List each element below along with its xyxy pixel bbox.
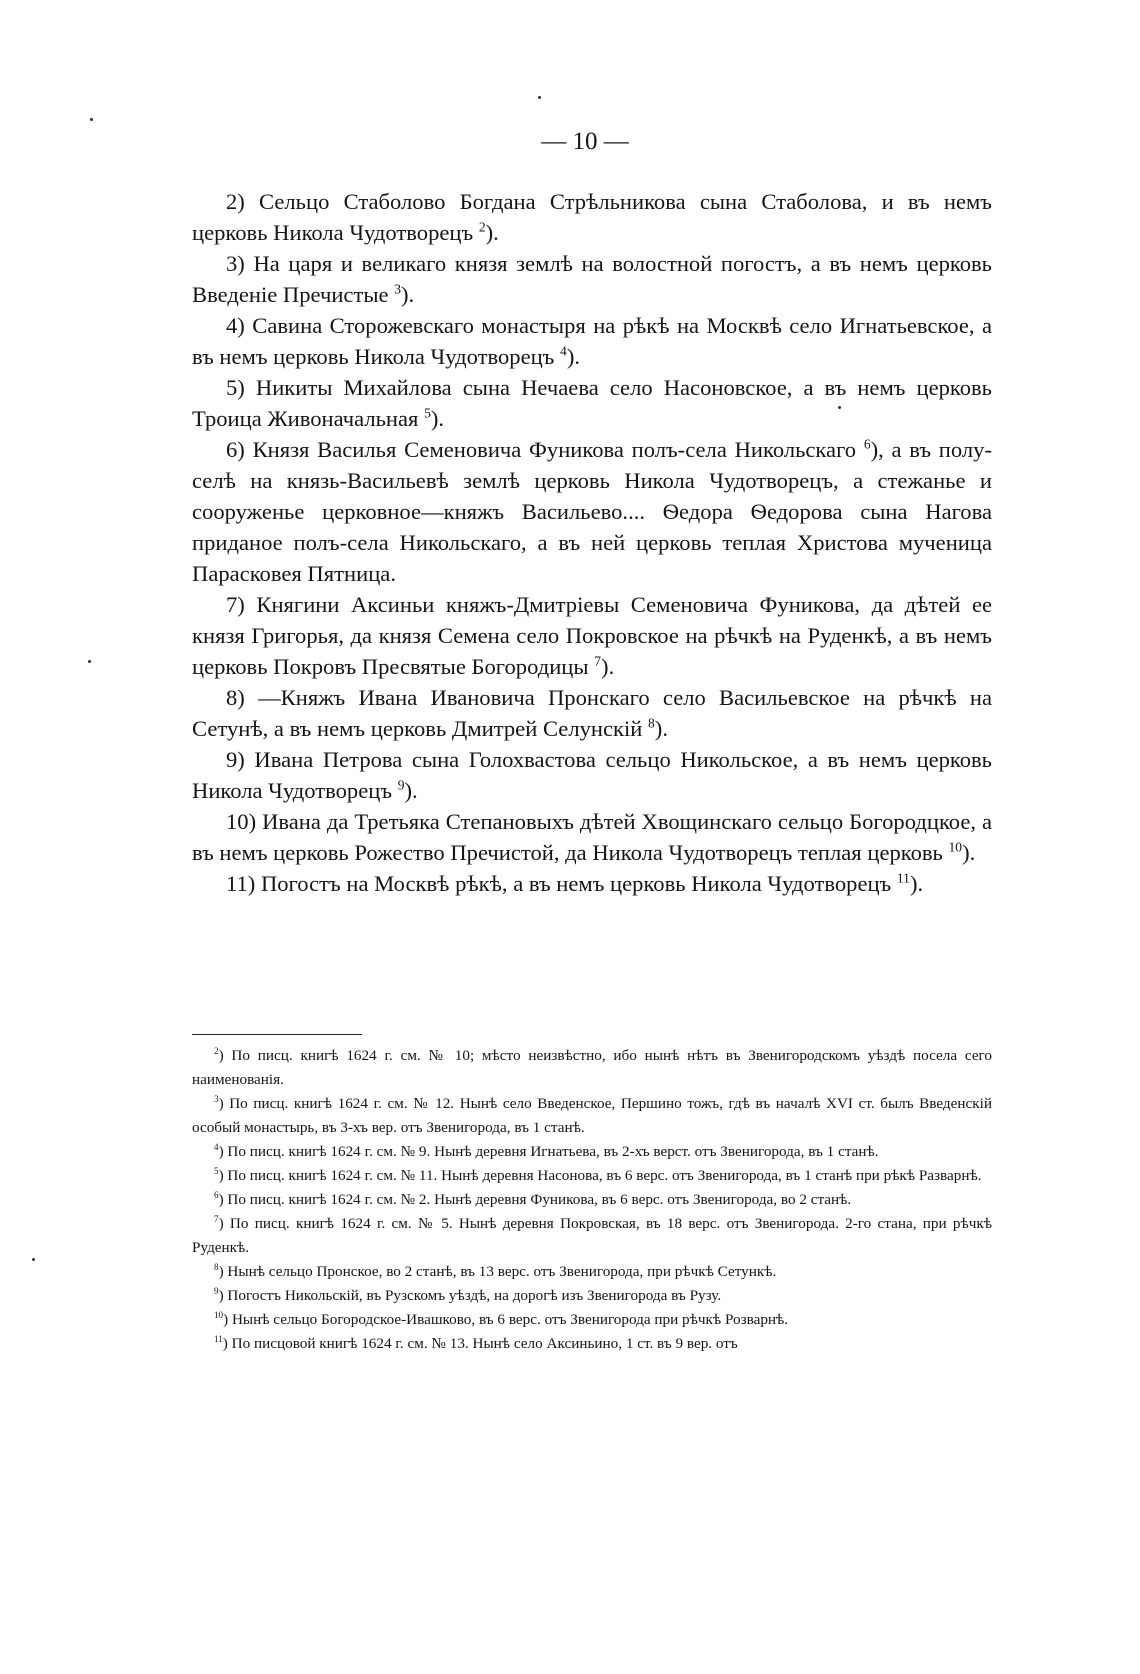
footnote: $^5$) По писц. книгѣ 1624 г. см. № 11. Нынѣ деревня Насонова, въ 6 верс. отъ Звенигорода, въ 1 станѣ при рѣкѣ Разварнѣ.	[214, 1165, 982, 1184]
entry-number: 10)	[226, 809, 257, 834]
footnotes	[192, 1044, 992, 1356]
entry-number: 5)	[226, 375, 245, 400]
footnote-text: Погостъ Никольскій, въ Рузскомъ уѣздѣ, на дорогѣ изъ Звенигорода въ Рузу.	[227, 1287, 722, 1304]
footnote-text: Нынѣ сельцо Пронское, во 2 станѣ, въ 13 верс. отъ Звенигорода, при рѣчкѣ Сетункѣ.	[227, 1263, 777, 1280]
footnote: $^3$) По писц. книгѣ 1624 г. см. № 12. Нынѣ село Введенское, Першино тожъ, гдѣ въ началѣ XVI ст. былъ Введенскій особый монастырь, въ 3-хъ вер. отъ Звенигорода, въ 1 станѣ.	[192, 1093, 992, 1136]
entry-number: 3)	[226, 251, 245, 276]
entry-end: .	[608, 654, 615, 679]
entry-paragraph: 2) Сельцо Стаболово Богдана Стрѣльникова сына Стаболова, и въ немъ церковь Никола Чудотворецъ $^2$).	[192, 189, 992, 245]
scan-speck	[88, 660, 91, 663]
footnote: $^9$) Погостъ Никольскій, въ Рузскомъ уѣздѣ, на дорогѣ изъ Звенигорода въ Рузу.	[214, 1285, 722, 1304]
footnote-number: 11	[214, 1333, 223, 1344]
entry-text: Никиты Михайлова сына Нечаева село Насоновское, а въ немъ церковь Троица Живоначальная	[192, 375, 992, 431]
entry-text: Ивана да Третьяка Степановыхъ дѣтей Хвощинскаго сельцо Богородцкое, а въ немъ церковь Рожество Пречистой, да Никола Чудотворецъ теплая церковь	[192, 809, 992, 865]
footnote-ref: 9	[397, 777, 405, 793]
footnote: $^6$) По писц. книгѣ 1624 г. см. № 2. Нынѣ деревня Фуникова, въ 6 верс. отъ Звенигорода, во 2 станѣ.	[214, 1189, 852, 1208]
entry-text: Савина Сторожевскаго монастыря на рѣкѣ на Москвѣ село Игнатьевское, а въ немъ церковь Никола Чудотворецъ	[192, 313, 992, 369]
entry-paragraph: 6) Князя Василья Семеновича Фуникова полъ-села Никольскаго $^6$), а въ полу-селѣ на князь-Васильевѣ землѣ церковь Никола Чудотворецъ, а стежанье и сооруженье церковное—княжъ Васильево.... Ѳедора Ѳедорова сына Нагова приданое полъ-села Никольскаго, а въ ней церковь теплая Христова мученица Парасковея Пятница.	[192, 436, 992, 586]
page-number: — 10 —	[541, 128, 629, 155]
footnote-ref: 8	[648, 715, 655, 731]
entry-text: Погостъ на Москвѣ рѣкѣ, а въ немъ церковь Никола Чудотворецъ	[260, 871, 892, 896]
entry-paragraph: 4) Савина Сторожевскаго монастыря на рѣкѣ на Москвѣ село Игнатьевское, а въ немъ церковь Никола Чудотворецъ $^4$).	[192, 313, 992, 369]
footnote-ref: 4	[560, 343, 567, 359]
footnote-text: По писцовой книгѣ 1624 г. см. № 13. Нынѣ село Аксиньино, 1 ст. въ 9 вер. отъ	[231, 1335, 738, 1352]
footnote-text: По писц. книгѣ 1624 г. см. № 12. Нынѣ село Введенское, Першино тожъ, гдѣ въ началѣ XVI ст. былъ Введенскій особый монастырь, въ 3-хъ вер. отъ Звенигорода, въ 1 станѣ.	[192, 1095, 992, 1136]
entry-text: —Княжъ Ивана Ивановича Пронскаго село Васильевское на рѣчкѣ на Сетунѣ, а въ немъ церковь Дмитрей Селунскій	[192, 685, 992, 741]
entry-paragraph: 5) Никиты Михайлова сына Нечаева село Насоновское, а въ немъ церковь Троица Живоначальная $^5$).	[192, 375, 992, 431]
entry-end: .	[662, 716, 668, 741]
entry-end: .	[412, 778, 418, 803]
entry-paragraph: 10) Ивана да Третьяка Степановыхъ дѣтей Хвощинскаго сельцо Богородцкое, а въ немъ церковь Рожество Пречистой, да Никола Чудотворецъ теплая церковь $^{10}$).	[192, 809, 992, 865]
entry-end: .	[493, 220, 499, 245]
entry-number: 11)	[226, 871, 256, 896]
footnote-number: 8	[214, 1261, 219, 1272]
entry-paragraph: 3) На царя и великаго князя землѣ на волостной погостъ, а въ немъ церковь Введеніе Пречистые $^3$).	[192, 251, 992, 307]
footnote-number: 6	[214, 1189, 219, 1200]
footnote-ref: 3	[394, 281, 401, 297]
entry-paragraph: 7) Княгини Аксиньи княжъ-Дмитріевы Семеновича Фуникова, да дѣтей ее князя Григорья, да князя Семена село Покровское на рѣчкѣ на Руденкѣ, а въ немъ церковь Покровъ Пресвятые Богородицы $^7$).	[192, 592, 992, 679]
entry-end: .	[969, 840, 976, 865]
footnote-text: Нынѣ сельцо Богородское-Ивашково, въ 6 верс. отъ Звенигорода при рѣчкѣ Розварнѣ.	[231, 1311, 789, 1328]
entry-text: Князя Василья Семеновича Фуникова полъ-села Никольскаго	[252, 437, 857, 462]
footnote-text: По писц. книгѣ 1624 г. см. № 11. Нынѣ деревня Насонова, въ 6 верс. отъ Звенигорода, въ 1 станѣ при рѣкѣ Разварнѣ.	[227, 1167, 982, 1184]
footnote-number: 3	[214, 1093, 219, 1104]
entry-text: Княгини Аксиньи княжъ-Дмитріевы Семеновича Фуникова, да дѣтей ее князя Григорья, да князя Семена село Покровское на рѣчкѣ на Руденкѣ, а въ немъ церковь Покровъ Пресвятые Богородицы	[192, 592, 992, 679]
footnote-number: 2	[214, 1045, 219, 1056]
footnote: $^2$) По писц. книгѣ 1624 г. см. № 10; мѣсто неизвѣстно, ибо нынѣ нѣтъ въ Звенигородскомъ уѣздѣ посела сего наименованія.	[192, 1045, 993, 1088]
scan-speck	[90, 118, 93, 121]
footnote-ref: 7	[594, 653, 602, 669]
entry-end: .	[408, 282, 415, 307]
footnote-ref: 5	[424, 405, 431, 421]
footnote-number: 9	[214, 1285, 219, 1296]
footnote-number: 5	[214, 1165, 219, 1176]
entry-end: .	[438, 406, 445, 431]
footnote-number: 10	[214, 1309, 224, 1320]
entry-end: .	[917, 871, 924, 896]
footnote-ref: 6	[863, 436, 871, 452]
footnote-ref: 10	[948, 839, 963, 855]
entry-number: 7)	[226, 592, 245, 617]
entry-paragraph: 9) Ивана Петрова сына Голохвастова сельцо Никольское, а въ немъ церковь Никола Чудотворецъ $^9$).	[192, 747, 992, 803]
footnote: $^{11}$) По писцовой книгѣ 1624 г. см. № 13. Нынѣ село Аксиньино, 1 ст. въ 9 вер. отъ	[214, 1333, 738, 1352]
entry-end: .	[574, 344, 580, 369]
footnote-text: По писц. книгѣ 1624 г. см. № 2. Нынѣ деревня Фуникова, въ 6 верс. отъ Звенигорода, во 2 станѣ.	[227, 1191, 852, 1208]
footnote-text: По писц. книгѣ 1624 г. см. № 10; мѣсто неизвѣстно, ибо нынѣ нѣтъ въ Звенигородскомъ уѣздѣ посела сего наименованія.	[192, 1047, 993, 1088]
footnote-divider	[192, 1034, 362, 1035]
entry-text: На царя и великаго князя землѣ на волостной погостъ, а въ немъ церковь Введеніе Пречистые	[192, 251, 992, 307]
main-text	[192, 186, 992, 899]
entry-end: , а въ полу-селѣ на князь-Васильевѣ землѣ церковь Никола Чудотворецъ, а стежанье и сооруженье церковное—княжъ Васильево.... Ѳедора Ѳедорова сына Нагова приданое полъ-села Никольскаго, а въ ней церковь теплая Христова мученица Парасковея Пятница.	[192, 437, 992, 586]
entry-number: 8)	[226, 685, 245, 710]
entry-number: 2)	[226, 189, 245, 214]
footnote-ref: 11	[896, 870, 910, 886]
footnote-text: По писц. книгѣ 1624 г. см. № 9. Нынѣ деревня Игнатьева, въ 2-хъ верст. отъ Звенигорода, въ 1 станѣ.	[227, 1143, 879, 1160]
scan-speck	[32, 1258, 35, 1261]
entry-number: 9)	[226, 747, 245, 772]
scan-speck	[838, 406, 841, 409]
entry-number: 4)	[226, 313, 245, 338]
scan-speck	[538, 96, 541, 99]
entry-text: Сельцо Стаболово Богдана Стрѣльникова сына Стаболова, и въ немъ церковь Никола Чудотворецъ	[192, 189, 992, 245]
footnote-number: 7	[214, 1213, 219, 1224]
entry-text: Ивана Петрова сына Голохвастова сельцо Никольское, а въ немъ церковь Никола Чудотворецъ	[192, 747, 992, 803]
entry-paragraph: 8) —Княжъ Ивана Ивановича Пронскаго село Васильевское на рѣчкѣ на Сетунѣ, а въ немъ церковь Дмитрей Селунскій $^8$).	[192, 685, 992, 741]
footnote: $^{10}$) Нынѣ сельцо Богородское-Ивашково, въ 6 верс. отъ Звенигорода при рѣчкѣ Розварнѣ.	[214, 1309, 789, 1328]
entry-number: 6)	[226, 437, 245, 462]
footnote-ref: 2	[478, 219, 486, 235]
entry-paragraph: 11) Погостъ на Москвѣ рѣкѣ, а въ немъ церковь Никола Чудотворецъ $^{11}$).	[226, 870, 924, 896]
footnote: $^8$) Нынѣ сельцо Пронское, во 2 станѣ, въ 13 верс. отъ Звенигорода, при рѣчкѣ Сетункѣ.	[214, 1261, 777, 1280]
footnote-text: По писц. книгѣ 1624 г. см. № 5. Нынѣ деревня Покровская, въ 18 верс. отъ Звенигорода. 2-го стана, при рѣчкѣ Руденкѣ.	[192, 1215, 993, 1256]
footnote: $^7$) По писц. книгѣ 1624 г. см. № 5. Нынѣ деревня Покровская, въ 18 верс. отъ Звенигорода. 2-го стана, при рѣчкѣ Руденкѣ.	[192, 1213, 993, 1256]
footnote-number: 4	[214, 1141, 219, 1152]
footnote: $^4$) По писц. книгѣ 1624 г. см. № 9. Нынѣ деревня Игнатьева, въ 2-хъ верст. отъ Звенигорода, въ 1 станѣ.	[214, 1141, 879, 1160]
